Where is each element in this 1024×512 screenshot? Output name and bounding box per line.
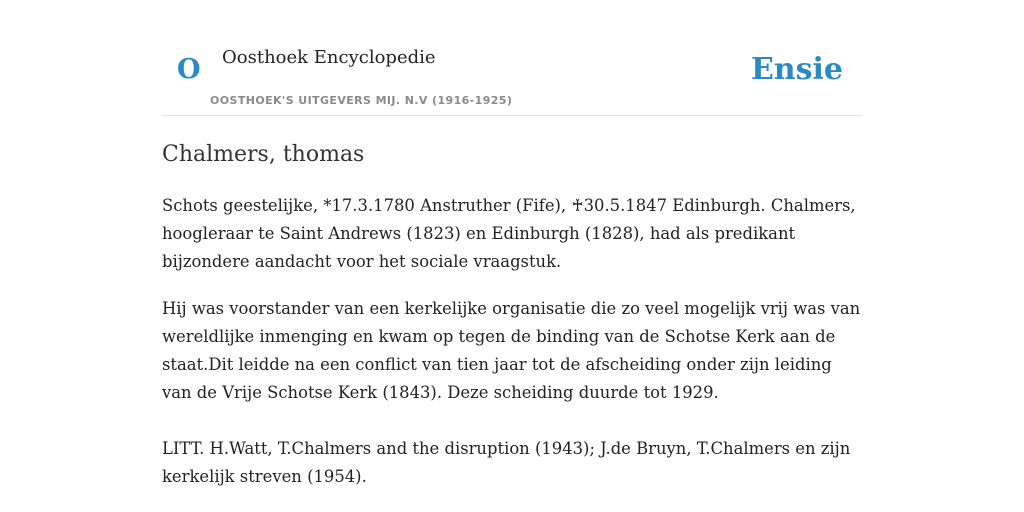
article-paragraph: Hij was voorstander van een kerkelijke organisatie die zo veel mogelijk vrij was van wereldlijke inmenging en kwam op tegen de binding van de Schotse Kerk aan de staat.Dit leidde na een conflict van tien jaar tot de afscheiding onder zijn leiding van de Vrije Schotse Kerk (1843). Deze scheiding duurde tot 1929. [162,299,861,402]
site-header [162,0,862,116]
logo-icon[interactable]: O [177,54,201,85]
literature-reference: LITT. H.Watt, T.Chalmers and the disruption (1943); J.de Bruyn, T.Chalmers en zijn kerkelijk streven (1954). [162,439,851,486]
article-title: Chalmers, thomas [162,142,365,167]
article-paragraph: Schots geestelijke, *17.3.1780 Anstruther (Fife), ♰30.5.1847 Edinburgh. Chalmers, hoogleraar te Saint Andrews (1823) en Edinburgh (1828), had als predikant bijzondere aandacht voor het sociale vraagstuk. [162,196,856,271]
publisher-label: OOSTHOEK'S UITGEVERS MIJ. N.V (1916-1925) [210,94,513,107]
brand-logo-link[interactable]: Ensie [750,52,843,87]
encyclopedia-name[interactable]: Oosthoek Encyclopedie [222,47,436,68]
